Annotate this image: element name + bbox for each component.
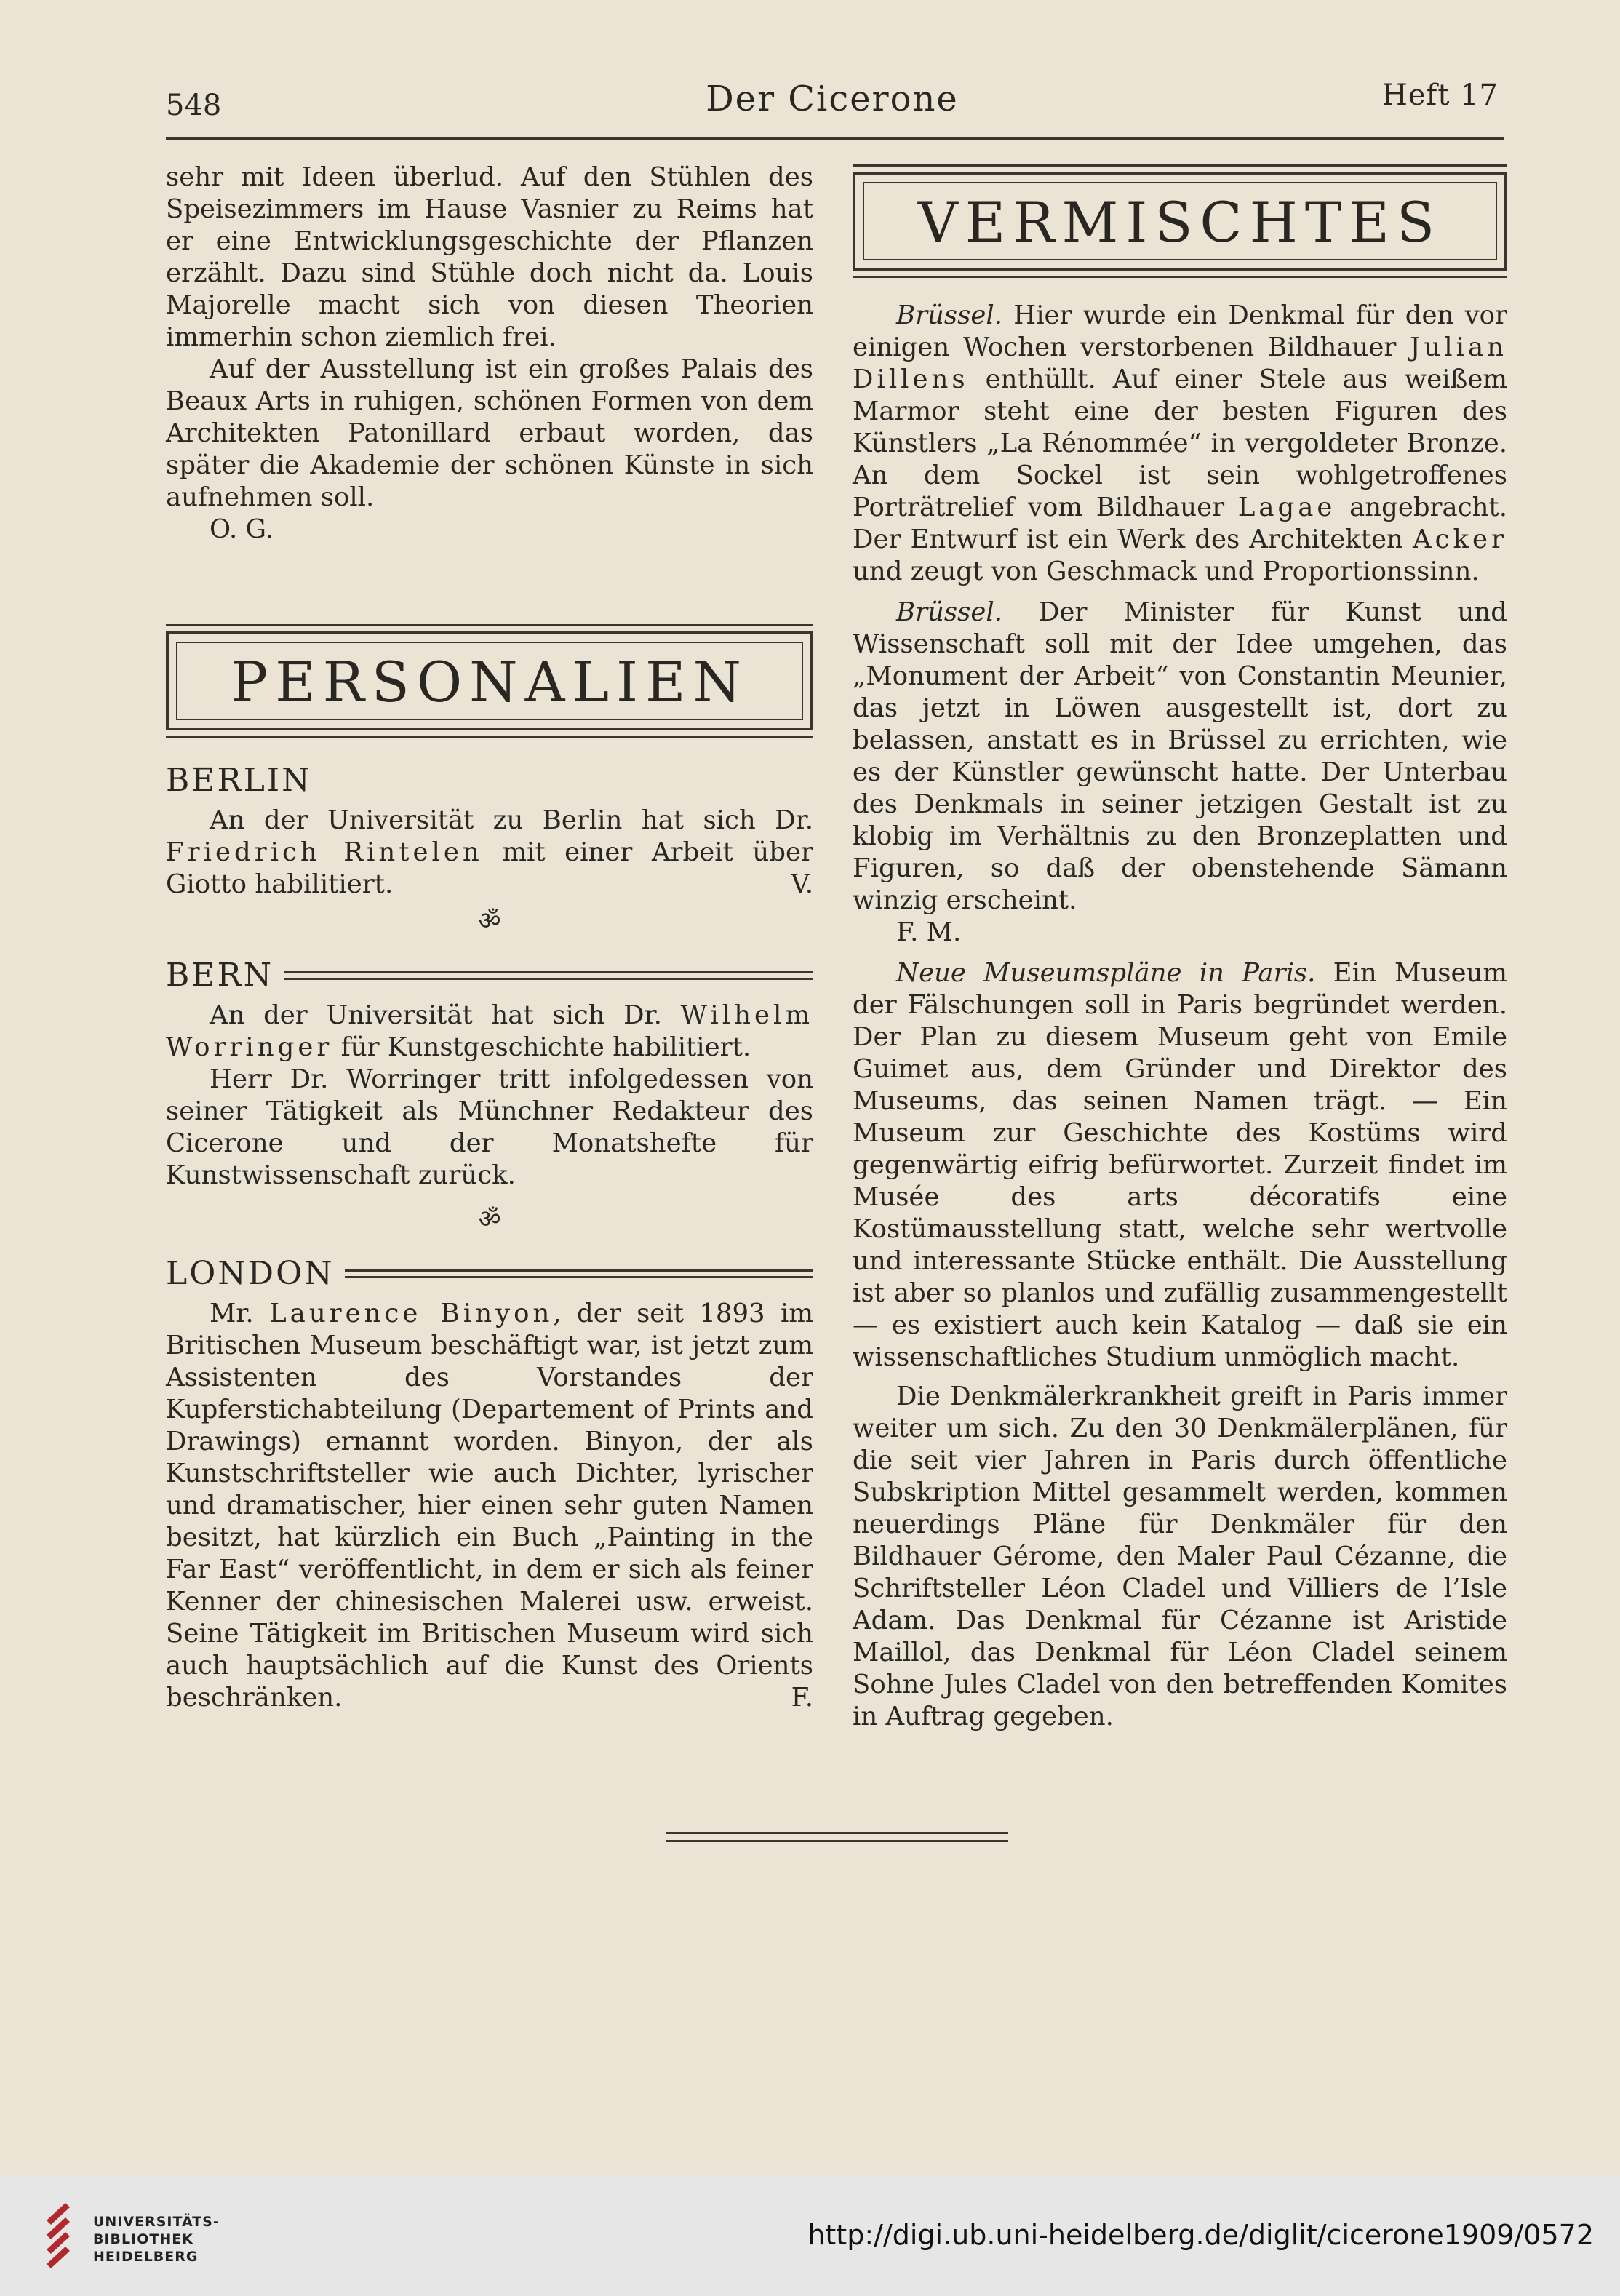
banner-ornament	[166, 624, 813, 634]
paragraph-text: Ein Museum der Fälschungen soll in Paris begründet werden. Der Plan zu diesem Museum geht von Emile Guimet aus, dem Gründer und Direktor des Museums, das seinen Namen trägt. — Ein Museum zur Geschichte des Kostüms wird gegenwärtig eifrig befürwortet. Zurzeit findet im Musée des arts décoratifs eine Kostümausstellung statt, welche sehr wertvolle und interessante Stücke enthält. Die Ausstellung ist aber so planlos und zufällig zusammengestellt — es existiert auch kein Katalog — daß sie ein wissenschaftliches Studium unmöglich macht.	[853, 957, 1507, 1372]
section-heading-berlin	[166, 762, 813, 799]
page-number: 548	[166, 89, 222, 122]
paragraph	[166, 354, 813, 546]
library-name-line: HEIDELBERG	[93, 2249, 199, 2265]
paragraph-text: , der seit 1893 im Britischen Museum beschäftigt war, ist jetzt zum Assistenten des Vorstandes der Kupferstichabteilung (Departement of Prints and Drawings) ernannt worden. Binyon, der als Kunstschriftsteller wie auch Dichter, lyrischer und dramatischer, hier einen sehr guten Namen besitzt, hat kürzlich ein Buch „Painting in the Far East“ veröffentlicht, in dem er sich als feiner Kenner der chinesischen Malerei usw. erweist. Seine Tätigkeit im Britischen Museum wird sich auch hauptsächlich auf die Kunst des Orients beschränken.	[166, 1298, 813, 1713]
paragraph: Herr Dr. Worringer tritt infolgedessen von seiner Tätigkeit als Münchner Redakteur des Cicerone und der Monatshefte für Kunstwissenschaft zurück.	[166, 1064, 813, 1190]
section-banner-vermischtes	[853, 172, 1507, 271]
running-head	[166, 67, 1499, 132]
paragraph: sehr mit Ideen überlud. Auf den Stühlen des Speisezimmers im Hause Vasnier zu Reims hat er eine Entwicklungsgeschichte der Pflanzen erzählt. Dazu sind Stühle doch nicht da. Louis Majorelle macht sich von diesen Theorien immerhin schon ziemlich frei.	[166, 162, 813, 352]
permalink-url[interactable]: http://digi.ub.uni-heidelberg.de/diglit/cicerone1909/0572	[807, 2219, 1594, 2251]
section-heading-text: BERLIN	[166, 761, 312, 799]
paragraph: Die Denkmälerkrankheit greift in Paris immer weiter um sich. Zu den 30 Denkmälerplänen, für die seit vier Jahren in Paris durch öffentliche Subskription Mittel gesammelt werden, kommen neuerdings Pläne für Denkmäler für den Bildhauer Gérome, den Maler Paul Cézanne, die Schriftsteller Léon Cladel und Villiers de l’Isle Adam. Das Denkmal für Cézanne ist Aristide Maillol, das Denkmal für Léon Cladel seinem Sohne Jules Cladel von den betreffenden Komites in Auftrag gegeben.	[853, 1381, 1507, 1731]
banner-ornament	[853, 164, 1507, 174]
section-heading-text: BERN	[166, 956, 274, 994]
person-name: Acker	[1412, 524, 1507, 554]
person-name: Wilhelm Worringer	[166, 1000, 813, 1062]
paragraph-text: und zeugt von Geschmack und Proportionssinn.	[853, 556, 1480, 586]
ornament-divider: ॐ	[478, 906, 501, 936]
issue-label: Heft 17	[1381, 79, 1499, 112]
person-name: Friedrich Rintelen	[166, 837, 483, 867]
section-heading-bern	[166, 957, 813, 994]
signature: F.	[791, 1682, 813, 1713]
place-heading: Brüssel.	[896, 300, 1003, 330]
paragraph-text: An der Universität hat sich Dr.	[210, 1000, 662, 1030]
end-rule	[666, 1832, 1008, 1842]
library-name-line: UNIVERSITÄTS-	[93, 2214, 220, 2230]
article-heading: Neue Museumspläne in Paris.	[896, 957, 1316, 988]
paragraph-text: Hier wurde ein Denkmal für den vor einigen Wochen verstorbenen Bildhauer	[853, 300, 1507, 362]
section-banner-personalien	[166, 631, 813, 730]
paragraph-text: enthüllt. Auf einer Stele aus weißem Marmor steht eine der besten Figuren des Künstlers „La Rénommée“ in vergoldeter Bronze. An dem Sockel ist sein wohlgetroffenes Porträtrelief vom Bildhauer	[853, 364, 1507, 522]
paragraph-text: Der Minister für Kunst und Wissenschaft soll mit der Idee umgehen, das „Monument der Arbeit“ von Constantin Meunier, das jetzt in Löwen ausgestellt ist, dort zu belassen, anstatt es in Brüssel zu errichten, wie es der Künstler gewünscht hatte. Der Unterbau des Denkmals in seiner jetzigen Gestalt ist zu klobig im Verhältnis zu den Bronzeplatten und Figuren, so daß der obenstehende Sämann winzig erscheint.	[853, 597, 1507, 915]
banner-title: VERMISCHTES	[863, 182, 1497, 260]
journal-title: Der Cicerone	[706, 79, 959, 119]
header-rule	[166, 137, 1504, 140]
paragraph	[166, 805, 813, 901]
signature: F. M.	[896, 917, 962, 947]
paragraph	[166, 1000, 813, 1064]
paragraph-text: Auf der Ausstellung ist ein großes Palais des Beaux Arts in ruhigen, schönen Formen von dem Architekten Patonillard erbaut worden, das später die Akademie der schönen Künste in sich aufnehmen soll.	[166, 354, 813, 512]
banner-ornament	[166, 728, 813, 738]
paragraph	[853, 597, 1507, 949]
library-name-line: BIBLIOTHEK	[93, 2231, 193, 2247]
heading-rule	[345, 1269, 813, 1278]
left-column	[166, 162, 813, 1714]
right-column	[853, 162, 1507, 1733]
person-name: Laurence Binyon	[269, 1298, 554, 1328]
person-name: Julian Dillens	[853, 332, 1507, 394]
paragraph-text: An der Universität zu Berlin hat sich Dr.	[210, 805, 813, 835]
section-heading-london	[166, 1256, 813, 1292]
signature: O. G.	[210, 514, 274, 544]
paragraph-text: mit einer Arbeit über Giotto habilitiert.	[166, 837, 813, 899]
banner-title: PERSONALIEN	[176, 642, 803, 720]
person-name: Lagae	[1237, 492, 1336, 522]
paragraph	[853, 300, 1507, 588]
paragraph-text: angebracht. Der Entwurf ist ein Werk des Architekten	[853, 492, 1507, 554]
library-logo-icon	[41, 2199, 86, 2268]
library-name	[93, 2213, 220, 2265]
digitization-footer	[0, 2175, 1620, 2296]
paragraph-text: Mr.	[210, 1298, 254, 1328]
heading-rule	[284, 971, 813, 980]
banner-ornament	[853, 268, 1507, 278]
place-heading: Brüssel.	[896, 597, 1003, 627]
signature: V.	[791, 869, 813, 899]
section-heading-text: LONDON	[166, 1254, 335, 1292]
paragraph-text: für Kunstgeschichte habilitiert.	[332, 1032, 751, 1062]
paragraph	[853, 957, 1507, 1374]
paragraph	[166, 1298, 813, 1714]
ornament-divider: ॐ	[478, 1204, 501, 1234]
